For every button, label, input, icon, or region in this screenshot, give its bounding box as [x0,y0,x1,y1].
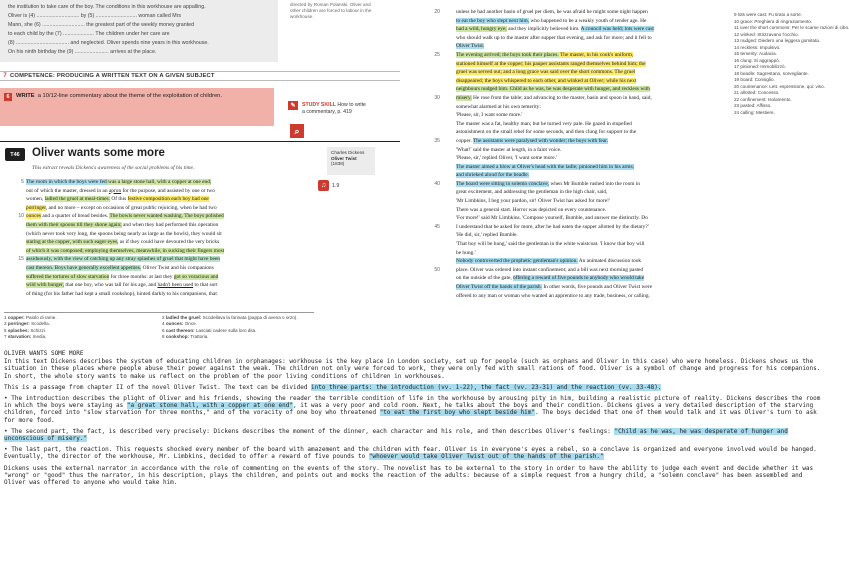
text-segment: and they implicitly believed him. [506,26,581,33]
text-segment: place. Oliver was ordered into instant confinement; and a bill was next morning pasted [456,266,644,273]
text-segment: Oliver Twist off the hands of the parish. [456,284,542,290]
text-segment: ladled the gruel at meal-times. [44,196,110,203]
study-skill-text1: How to write [337,102,366,108]
footnote-translation: Once. [184,321,197,327]
line-number: 5 [21,179,24,185]
text-line [456,283,732,292]
text-segment: got so voracious and [173,273,219,280]
footnote-number: 2 [162,315,166,320]
student-commentary [4,350,822,584]
text-segment: The evening arrived; the boys took their places. [456,51,559,58]
line-number: 15 [18,256,24,263]
text-segment: astonishment on the small rebel [456,129,525,136]
text-segment: of thing (for his father had kept a small cookshop), hinted darkly to his companions, that [26,290,217,297]
text-segment: assiduously, with the view of catching up any stray splashes of gruel that might have been [26,256,220,263]
text-line [26,255,312,264]
book-info [327,147,375,175]
book-author: Charles Dickens [331,150,365,155]
text-line [456,85,732,94]
text-segment: offering a reward of five pounds to anybody who would take [513,275,645,282]
competence-row [0,71,400,81]
footnote-translation: Scodellava la farinata (pappa di avena o orzo). [202,315,298,320]
text-segment: offered to any man or woman who wanted an apprentice to any trade, business, or calling. [456,292,650,299]
competence-label: COMPETENCE: PRODUCING A WRITTEN TEXT ON A GIVEN SUBJECT [10,73,215,79]
line-number: 20 [434,9,440,15]
book-year: (1838) [331,161,345,167]
footnote: 16 clung: Si aggrappò. [734,57,780,63]
line-number: 50 [434,267,440,273]
write-label: WRITE [16,93,35,99]
text-line [456,274,732,283]
text-segment: 'Mr Limbkins, I beg your pardon, sir! Oliver Twist has asked for more!' [456,198,610,205]
text-segment: was a large stone hall, with a copper at one end; [108,179,212,185]
text-segment: wild with hunger, [26,282,64,289]
text-segment: misery. [456,94,472,101]
write-instructions: a 10/12-line commentary about the theme of the exploitation of children. [37,93,223,99]
footnote-term: splashes: [7,327,31,333]
text-line [26,195,312,204]
text-line [456,77,732,86]
text-line [456,34,732,43]
line-number: 10 [18,213,24,220]
text-segment: women, [26,196,45,203]
text-segment: who happened to be a weakly youth of tender age. He [529,17,647,24]
commentary-title: OLIVER WANTS SOME MORE [4,350,84,357]
footnote: 20 countenance: Lett. espressione, qui: viso. [734,83,825,89]
text-line [456,257,732,266]
text-segment: great excitement, and addressing the gentleman in the high chair, said, [456,189,608,196]
text-segment: ounces [26,213,41,220]
text-line [26,212,312,221]
text-line [26,204,312,213]
commentary-reaction-part: • The last part, the reaction. This requests shocked every member of the board with amazement and the children with fear. Oliver is in everyone's eyes a rebel, so a conclave is organized and everyone involved would be hanged. Eventually, the director of the workhouse, Mr. Limbkins, decided to offer a reward of five pounds to "whoever would take Oliver Twist out of the hands of the parish." [4,446,817,461]
footnote: 14 reckless: Impulsivo. [734,44,781,50]
text-segment: be hung.' [456,249,476,256]
text-line [456,111,732,120]
competence-number: 7 [3,73,7,79]
exercise-line: (8) .................................... and neglected. Oliver spends nine years in this workhouse. [8,40,209,46]
section-subtitle: This extract reveals Dickens's awareness of the social problems of his time. [32,165,195,171]
write-task-box [0,88,274,126]
text-segment: A council was held; lots were cast [580,26,654,33]
footnote [162,334,314,340]
exercise-box [0,0,278,62]
text-line [456,17,732,26]
text-line [456,180,732,189]
text-line [26,230,312,239]
text-line [456,68,732,77]
section-code: T46 [5,148,25,161]
text-line [456,231,732,240]
text-segment: of which it was composed; employing themselves, meanwhile, in sucking their fingers most [26,247,225,254]
text-segment: The room in which the boys were fed [26,179,109,185]
text-segment: Oliver Twist and his companions [141,264,214,271]
text-line [456,120,732,129]
text-segment: had a wild, hungry eye; [456,26,507,33]
text-line [456,103,732,112]
footnote-number: 8 [162,334,166,340]
text-segment: The master, in his cook's uniform, [558,51,634,58]
text-line [456,266,732,275]
text-segment: In other words, five pounds and Oliver Twist were [541,284,652,290]
text-segment: festive composition each boy had one [127,196,209,203]
text-segment: The board were sitting in solemn conclave, [456,180,549,187]
text-segment: neighbours nudged him. Child as he was, he was desperate with hunger, and reckless with [456,86,650,93]
footnote-number: 5 [4,327,8,333]
text-segment: and when they had performed this operation [121,221,219,228]
footnote-number: 4 [162,321,166,327]
task-number-badge: 6 [4,93,12,101]
footnote-term: ladled the gruel: [165,315,203,320]
right-footnotes [734,12,849,116]
text-line [456,292,732,301]
footnote-term: starvation: [7,334,33,340]
text-segment: to that sort [193,282,218,289]
text-line [26,273,312,282]
footnote-term: copper: [7,315,26,320]
text-segment: for three months: at last they [109,273,174,280]
text-segment: 'What!' said the master at length, in a faint voice. [456,146,562,153]
line-number: 35 [434,138,440,144]
text-segment: out of which the master, dressed in an [26,187,109,194]
exercise-line: Mann, she (6) ............................. the greatest part of the weekly money granted [8,22,195,28]
text-segment: and shrieked aloud for the beadle. [456,172,530,179]
photo-caption: directed by Roman Polanski. Oliver and other children are forced to labour in the workhouse. [290,2,372,19]
text-segment: unless he had another basin of gruel per diem, he was afraid he might some night happen [456,9,648,15]
text-segment: An animated discussion took [577,258,642,265]
text-segment: suffered the tortures of slow starvation [26,273,110,280]
commentary-structure: This is a passage from chapter II of the novel Oliver Twist. The text can be divided into three parts: the introduction (vv. 1-22), the fact (vv. 23-31) and the reaction (vv. 33-48). [4,383,662,391]
text-segment: for the purpose, and assisted by one or two [121,187,215,194]
section-title: Oliver wants some more [32,147,165,159]
footnote: 21 allotted: Concesso. [734,90,780,95]
text-segment: Nobody controverted the prophetic gentleman's opinion. [456,258,578,265]
book-title: Oliver Twist [331,155,357,161]
footnote: 18 beadle: Sagrestano, sorvegliante. [734,70,809,76]
footnote: 19 board: Consiglio. [734,77,775,82]
text-line [26,247,312,256]
text-line [456,240,732,249]
text-segment: 'For more!' said Mr Limbkins. 'Compose yourself, Bumble, and answer me distinctly. Do [456,215,648,222]
text-line [26,264,312,273]
text-line [456,214,732,223]
footnote: 11 over the short commons: Per le scarse razioni di cibo. [734,25,849,30]
footnote: 9 lots were cast: Fu tirato a sorte. [734,12,802,17]
text-segment: , and no more – except on occasions of great public rejoicing, when he had two [45,204,217,211]
text-segment: to eat the boy who slept next him, [456,17,530,24]
exercise-line: Oliver is (4) ............................. by (5) ............................ woman called Mrs [8,13,182,19]
line-number: 30 [434,95,440,101]
footnote-translation: Lasciati cadere sulla loro dita. [195,327,257,333]
left-footnotes [4,312,314,341]
left-column-text [26,178,312,298]
text-segment: The bowls never wanted washing. The boys polished [109,213,224,220]
text-segment: The assistants were paralysed with wonder; the boys with fear. [472,137,608,144]
text-segment: for some seconds, and then clung for support to the [524,129,637,136]
text-segment: 'Please, sir, I want some more.' [456,112,523,119]
text-line [456,146,732,155]
footnote: 17 pinioned: Immobilizzò. [734,64,786,69]
text-segment: who should walk up to the master after supper that evening, and ask for more; and it fell to [456,34,652,41]
commentary-intro: In this text Dickens describes the system of educating children in orphanages: workhouse is the key place in London society, set up for people (such as orphans and Oliver in this case) who were homeless. Dickens shows us the situation in these places where people abuse their power against the weak. The children not only were forced to work, they were only fed with small rations of food. Oliver is a symbol of change and progress for his companions. In short, the whole story wants to make us reflect on the problem of the poor living conditions of children in workhouses. [4,358,821,380]
audio-track-number: 1.9 [332,182,340,189]
text-segment: that one boy, who was tall for his age, and [63,282,158,289]
footnote: 23 pasted: Affisso. [734,103,772,108]
text-segment: copper. [456,137,473,144]
text-segment: I understand that he asked for more, after he had eaten the supper allotted by the dietary?' [456,223,649,230]
footnote: 12 winked: Strizzavano l'occhio. [734,31,799,37]
text-line [456,154,732,163]
text-segment: hadn't been used [157,282,194,289]
text-line [26,221,312,230]
text-segment: gruel was served out; and a long grace was said over the short commons. The gruel [456,69,636,76]
footnote-number: 6 [162,327,166,333]
text-segment: Of this [110,196,128,203]
headphones-icon: ♫ [318,180,329,191]
text-segment: on the outside of the gate, [456,275,514,282]
text-line [456,128,732,137]
text-segment: stationed himself at the copper; his pauper assistants ranged themselves behind him; the [456,60,646,67]
text-line [456,197,732,206]
text-line [26,281,312,290]
study-skill-icon: ✎ [288,101,298,110]
footnote-translation: Schizzi. [30,327,47,333]
text-segment: somewhat alarmed at his own temerity: [456,103,541,110]
right-column-text [456,8,732,300]
footnote-number: 1 [4,315,8,320]
exercise-line: On his ninth birthday the (9) ....................... arrives at the place. [8,49,157,55]
right-line-numbers [420,8,440,308]
footnote: 13 nudged: Diedero una leggera gomitata. [734,38,821,43]
text-line [456,163,732,172]
text-line [456,42,732,51]
text-segment: and a quarter of bread besides. [40,213,110,220]
footnote: 10 grace: Preghiera di ringraziamento. [734,18,813,24]
footnote-translation: Scodella. [31,321,50,327]
footnote-term: cast thereon: [165,327,196,333]
text-segment: (which never took very long, the spoons being nearly as large as the bowls), they would sit [26,230,222,237]
text-line [456,171,732,180]
left-line-numbers [4,178,24,298]
text-segment: as if they could have devoured the very bricks [118,239,220,246]
footnote-term: porringer: [7,321,32,327]
footnote: 22 confinement: Isolamento. [734,96,792,102]
study-skill-label: STUDY SKILL [302,102,336,108]
text-line [26,178,312,187]
line-number: 40 [434,181,440,187]
footnote-number: 3 [4,321,8,327]
text-segment: them with their spoons till they shone again; [26,221,122,228]
line-number: 25 [434,52,440,58]
text-line [26,290,312,299]
text-segment: apron [108,187,122,194]
search-magnifier-icon[interactable]: ⌕ [290,124,304,138]
text-segment: He rose from the table; and advancing to the master, basin and spoon in hand, said, [471,94,652,101]
text-segment: There was a general start. Horror was depicted on every countenance. [456,206,607,213]
footnote: 15 temerity: Audacia. [734,51,777,56]
text-line [456,51,732,60]
text-line [456,25,732,34]
text-line [456,223,732,232]
text-line [456,94,732,103]
footnote: 24 calling: Mestiere. [734,109,775,115]
text-line [456,249,732,258]
text-segment: 'He did, sir,' replied Bumble. [456,232,518,239]
audio-track[interactable] [318,180,339,191]
line-number: 45 [434,224,440,230]
text-line [456,60,732,69]
text-segment: Oliver Twist. [456,43,485,50]
text-segment: The master was a fat, healthy man; but he turned very pale. He gazed in stupefied [456,120,632,127]
commentary-fact-part: • The second part, the fact, is described very precisely: Dickens describes the moment of the dinner, each character and his role, and then describes Oliver's feelings: "Child as he was, he was desperate of hunger and unconscious of misery." [4,427,788,443]
text-line [456,206,732,215]
text-line [456,137,732,146]
commentary-narrator: Dickens uses the external narrator in accordance with the role of commenting on the events of the story. The novelist has to be external to the story in order to have the ability to judge each event and decide whether it was "wrong" or "good" thus the narrator, in his description, plays the children, and points out and mocks the reaction of the adults: because of a simple request from a hungry child, a "solemn conclave" has been assembled and Oliver was offered to anyone who would take him. [4,464,814,487]
text-segment: 'That boy will be hung,' said the gentleman in the white waistcoat. 'I know that boy will [456,241,645,248]
text-line [26,187,312,196]
exercise-line: the institution to take care of the boy. The conditions in this workhouse are appalling. [8,4,206,10]
footnote-translation: Paiolo di rame. [25,315,57,320]
footnote-term: ounces: [165,321,185,327]
text-segment: The master aimed a blow at Oliver's head with the ladle; pinioned him in his arms; [456,163,635,170]
footnote-translation: Inedia. [32,334,47,340]
text-segment: disappeared; the boys whispered to each other, and winked at Oliver; while his next [456,77,637,84]
text-line [26,238,312,247]
text-segment: when Mr Bumble rushed into the room in [548,180,640,187]
text-segment: cast thereon. Boys have generally excellent appetites. [26,264,142,271]
exercise-line: to each child by the (7) ..................... The children under her care are [8,31,170,37]
text-line [456,8,732,17]
text-segment: porringer [26,204,46,211]
text-segment: staring at the copper, with such eager eyes, [26,239,119,246]
footnote [4,334,156,340]
study-skill-text2: a commentary, p. 419 [302,108,352,115]
text-line [456,188,732,197]
footnote-term: cookshop: [165,334,191,340]
commentary-introduction-part: • The introduction describes the plight of Oliver and his friends, showing the reader the terrible condition of life in the workhouse by arousing pity in him, building a realistic picture of reality. Dickens describes the room in which the boys were staying as "a great stone hall, with a copper at one end", it was a very poor and cold room. Next, he talks about the boys and their condition. Dickens gives a very detailed description of the starving children, forced into "slow starvation for three months," and of the voracity of one boy who threatened "to eat the first boy who slept beside him". The boys decided that one of them would talk and it was Oliver's turn to ask for more food. [4,395,821,424]
footnote-number: 7 [4,334,8,340]
footnote-translation: Trattoria. [190,334,209,340]
text-segment: 'Please, sir,' replied Oliver, 'I want some more.' [456,155,557,162]
